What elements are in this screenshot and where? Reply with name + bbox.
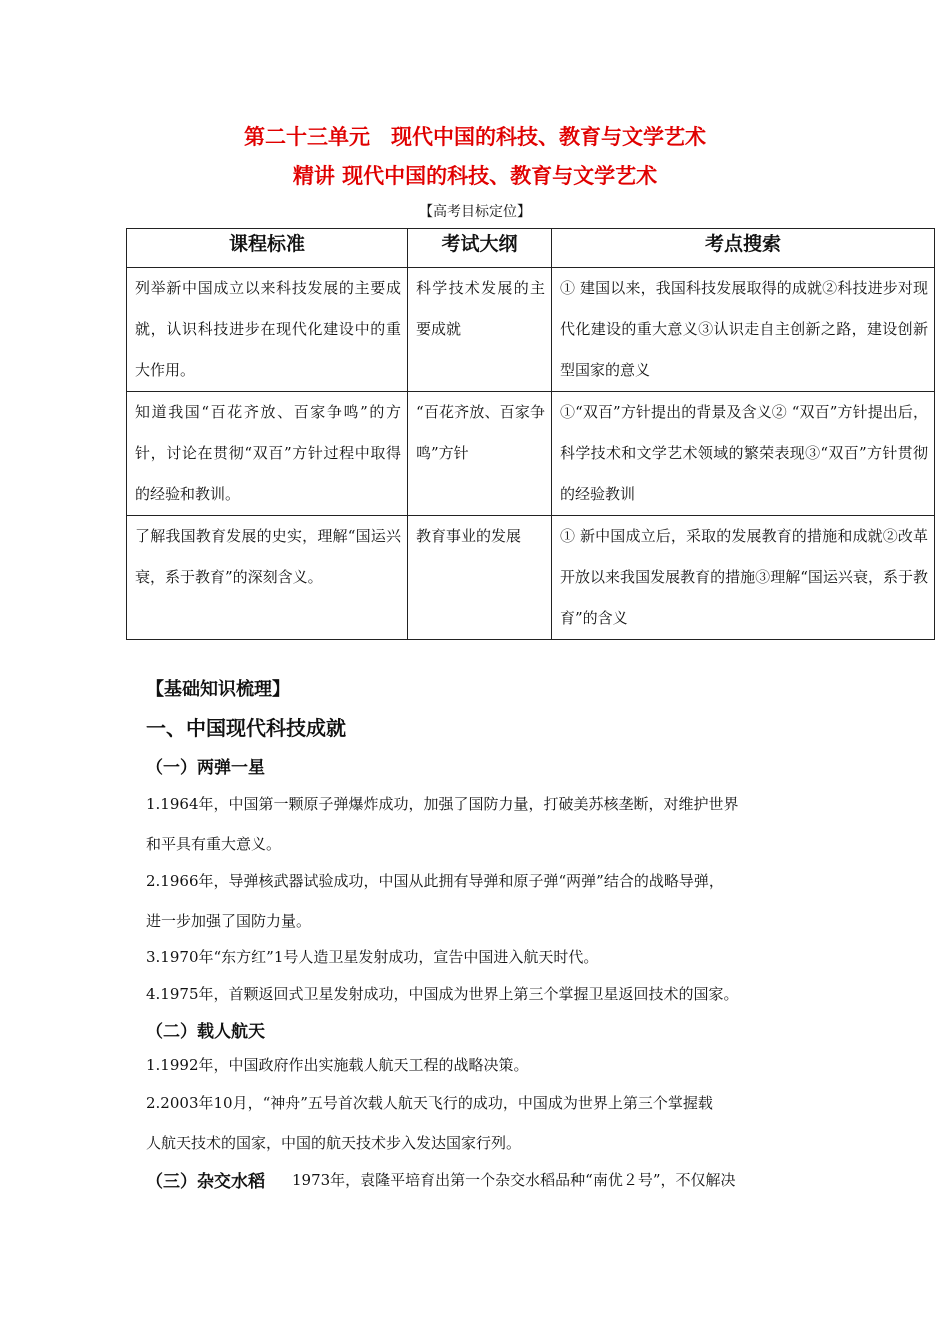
header-key-points: 考点搜索	[552, 229, 935, 268]
table-cell: 了解我国教育发展的史实，理解“国运兴衰，系于教育”的深刻含义。	[127, 516, 408, 640]
paragraph-line: 进一步加强了国防力量。	[146, 912, 312, 930]
paragraph-line: 4.1975年，首颗返回式卫星发射成功，中国成为世界上第三个掌握卫星返回技术的国家。	[146, 985, 739, 1003]
table-row	[127, 392, 935, 516]
subheading-two-bombs: （一）两弹一星	[146, 758, 265, 778]
table-header-row	[127, 229, 935, 268]
objectives-table	[126, 228, 935, 640]
paragraph-line: 1973年，袁隆平培育出第一个杂交水稻品种“南优２号”，不仅解决	[292, 1171, 736, 1189]
table-caption: 【高考目标定位】	[419, 204, 531, 220]
paragraph-line: 1.1964年，中国第一颗原子弹爆炸成功，加强了国防力量，打破美苏核垄断，对维护世界	[146, 795, 739, 813]
paragraph-line: 1.1992年，中国政府作出实施载人航天工程的战略决策。	[146, 1056, 529, 1074]
table-row	[127, 516, 935, 640]
paragraph-line: 人航天技术的国家，中国的航天技术步入发达国家行列。	[146, 1134, 522, 1152]
table-cell: ① 新中国成立后，采取的发展教育的措施和成就②改革开放以来我国发展教育的措施③理解“国运兴衰，系于教育”的含义	[552, 516, 935, 640]
subheading-hybrid-rice: （三）杂交水稻	[146, 1172, 265, 1192]
paragraph-line: 2.1966年，导弹核武器试验成功，中国从此拥有导弹和原子弹“两弹”结合的战略导弹，	[146, 872, 724, 890]
table-cell: ① 建国以来，我国科技发展取得的成就②科技进步对现代化建设的重大意义③认识走自主创新之路，建设创新型国家的意义	[552, 268, 935, 392]
paragraph-line: 和平具有重大意义。	[146, 835, 282, 853]
paragraph-line: 3.1970年“东方红”1号人造卫星发射成功，宣告中国进入航天时代。	[146, 948, 599, 966]
unit-title: 第二十三单元 现代中国的科技、教育与文学艺术	[244, 125, 706, 149]
table-cell: 知道我国“百花齐放、百家争鸣”的方针，讨论在贯彻“双百”方针过程中取得的经验和教训。	[127, 392, 408, 516]
heading-tech-achievements: 一、中国现代科技成就	[146, 716, 346, 740]
table-row	[127, 268, 935, 392]
lesson-title: 精讲 现代中国的科技、教育与文学艺术	[292, 164, 658, 188]
table-cell: 科学技术发展的主要成就	[408, 268, 552, 392]
section-label: 【基础知识梳理】	[146, 679, 290, 700]
header-curriculum: 课程标准	[127, 229, 408, 268]
table-cell: 列举新中国成立以来科技发展的主要成就，认识科技进步在现代化建设中的重大作用。	[127, 268, 408, 392]
paragraph-line: 2.2003年10月，“神舟”五号首次载人航天飞行的成功，中国成为世界上第三个掌握载	[146, 1094, 713, 1112]
header-syllabus: 考试大纲	[408, 229, 552, 268]
table-cell: “百花齐放、百家争鸣”方针	[408, 392, 552, 516]
subheading-manned-spaceflight: （二）载人航天	[146, 1022, 265, 1042]
table-cell: ①“双百”方针提出的背景及含义② “双百”方针提出后，科学技术和文学艺术领域的繁荣表现③“双百”方针贯彻的经验教训	[552, 392, 935, 516]
table-cell: 教育事业的发展	[408, 516, 552, 640]
